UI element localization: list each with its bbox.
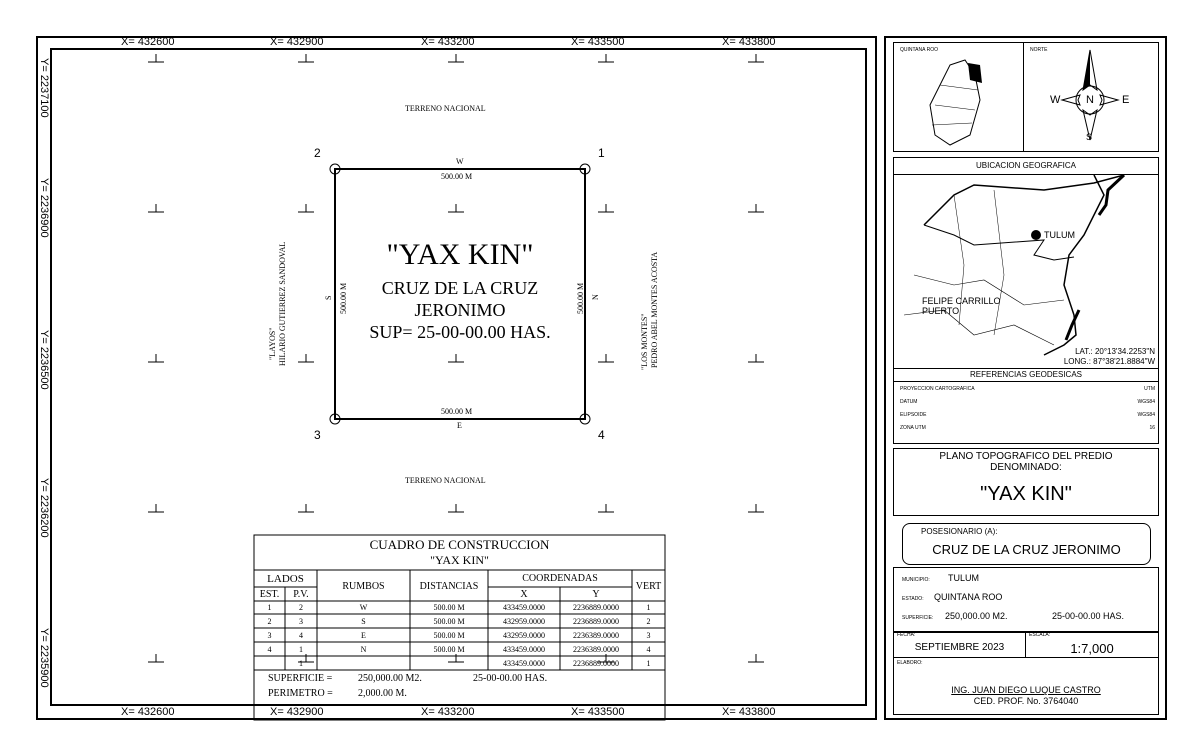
ref-label: ZONA UTM [900, 425, 926, 431]
vertex-label-3: 3 [314, 428, 321, 442]
table-cell-y: 2236389.0000 [573, 645, 619, 654]
ref-value: 16 [1149, 425, 1155, 431]
header-y: Y [592, 589, 600, 600]
compass-e: E [1122, 94, 1130, 106]
y-coord-2: Y= 2236900 [38, 178, 50, 238]
table-cell-y: 2236889.0000 [573, 659, 619, 668]
table-cell-vert: 3 [646, 631, 651, 640]
superficie-tb-has: 25-00-00.00 HAS. [1052, 611, 1125, 621]
ref-label: ELIPSOIDE [900, 412, 927, 418]
ref-value: WGS84 [1137, 412, 1155, 418]
table-cell-pv: 2 [299, 603, 303, 612]
x-coord-top-2: X= 432900 [270, 36, 324, 48]
left-side-distance: 500.00 M [339, 282, 348, 314]
table-cell-y: 2236889.0000 [573, 617, 619, 626]
table-cell-pv: 4 [299, 631, 303, 640]
perimetro-label: PERIMETRO = [268, 688, 333, 699]
table-cell-vert: 4 [646, 645, 651, 654]
map-label-fcp-2: PUERTO [922, 306, 960, 316]
superficie-tb-label: SUPERFICIE: [902, 615, 934, 621]
latitude: LAT.: 20°13'34.2253"N [1075, 347, 1155, 356]
elaboro-name: ING. JUAN DIEGO LUQUE CASTRO [951, 685, 1101, 695]
table-cell-vert: 1 [646, 659, 651, 668]
table-cell-est: 4 [267, 645, 272, 654]
x-coord-top-3: X= 433200 [421, 36, 475, 48]
superficie-tb-m2: 250,000.00 M2. [945, 611, 1008, 621]
table-cell-rumbo: S [361, 617, 366, 626]
y-coord-1: Y= 2237100 [38, 58, 50, 118]
vertex-label-1: 1 [598, 146, 605, 160]
fecha-label: FECHA: [897, 632, 916, 638]
ref-value: WGS84 [1137, 399, 1155, 405]
elaboro-label: ELABORO: [897, 660, 923, 666]
perimetro-value: 2,000.00 M. [358, 688, 407, 699]
map-label-fcp-1: FELIPE CARRILLO [922, 296, 1001, 306]
top-side-distance: 500.00 M [441, 172, 473, 181]
compass-w: W [1050, 94, 1061, 106]
x-coord-top-1: X= 432600 [121, 36, 175, 48]
x-coord-top-5: X= 433800 [722, 36, 776, 48]
table-title: CUADRO DE CONSTRUCCION [369, 537, 550, 552]
parcel-name: "YAX KIN" [386, 238, 534, 271]
table-cell-distancia: 500.00 M [433, 603, 465, 612]
table-cell-y: 2236889.0000 [573, 603, 619, 612]
table-cell-rumbo: N [360, 645, 367, 654]
cedula: CED. PROF. No. 3764040 [973, 696, 1079, 706]
header-vert: VERT [635, 581, 662, 592]
compass-n: N [1086, 94, 1094, 106]
x-coord-bottom-4: X= 433500 [571, 706, 625, 718]
table-cell-vert: 1 [646, 603, 651, 612]
table-cell-distancia: 500.00 M [433, 645, 465, 654]
parcel-surface: SUP= 25-00-00.00 HAS. [369, 322, 551, 342]
y-coord-4: Y= 2236200 [38, 478, 50, 538]
estado-value: QUINTANA ROO [934, 592, 1003, 602]
table-cell-x: 433459.0000 [503, 603, 545, 612]
owner-line-2: JERONIMO [414, 300, 506, 320]
table-cell-vert: 2 [646, 617, 651, 626]
top-side-direction: W [456, 157, 464, 166]
municipio-label: MUNICIPIO: [902, 577, 930, 583]
escala-value: 1:7,000 [1070, 641, 1114, 656]
table-cell-distancia: 500.00 M [433, 631, 465, 640]
right-side-distance: 500.00 M [576, 282, 585, 314]
west-neighbor-1: "LAYOS" [268, 327, 277, 360]
table-cell-x: 433459.0000 [503, 659, 545, 668]
region-map-image [894, 175, 1158, 368]
owner-line-1: CRUZ DE LA CRUZ [381, 278, 539, 298]
table-cell-rumbo: E [361, 631, 366, 640]
table-cell-pv: 1 [299, 645, 303, 654]
header-distancias: DISTANCIAS [419, 581, 479, 592]
ref-line-title [893, 381, 1159, 382]
header-est: EST. [259, 589, 280, 600]
estado-label: ESTADO: [902, 596, 924, 602]
east-neighbor-2: PEDRO ABEL MONTES ACOSTA [650, 251, 659, 368]
header-coordenadas: COORDENADAS [522, 573, 598, 584]
x-coord-top-4: X= 433500 [571, 36, 625, 48]
ref-label: DATUM [900, 399, 918, 405]
ref-line-top [893, 368, 1159, 369]
south-neighbor: TERRENO NACIONAL [405, 476, 486, 485]
escala-label: ESCALA: [1029, 632, 1051, 638]
x-coord-bottom-5: X= 433800 [722, 706, 776, 718]
table-cell-rumbo: W [359, 603, 368, 612]
compass-s: S [1086, 132, 1093, 142]
y-coord-3: Y= 2236500 [38, 330, 50, 390]
table-cell-est: 2 [267, 617, 272, 626]
ref-title: REFERENCIAS GEODESICAS [969, 370, 1083, 379]
x-coord-bottom-3: X= 433200 [421, 706, 475, 718]
map-label-tulum: TULUM [1044, 230, 1075, 240]
y-coord-5: Y= 2235900 [38, 628, 50, 688]
plano-line-2: DENOMINADO: [990, 462, 1062, 473]
ref-label: PROYECCION CARTOGRAFICA [900, 386, 975, 392]
plano-line-1: PLANO TOPOGRAFICO DEL PREDIO [939, 451, 1113, 462]
table-cell-y: 2236389.0000 [573, 631, 619, 640]
table-cell-distancia: 500.00 M [433, 617, 465, 626]
table-subtitle: "YAX KIN" [430, 553, 489, 567]
table-cell-pv: 3 [299, 617, 303, 626]
north-label: NORTE [1030, 47, 1048, 53]
state-label: QUINTANA ROO [900, 47, 938, 53]
fecha-value: SEPTIEMBRE 2023 [914, 642, 1005, 653]
header-x: X [520, 589, 528, 600]
header-pv: P.V. [293, 589, 309, 600]
ref-value: UTM [1144, 386, 1155, 392]
header-lados: LADOS [267, 573, 304, 585]
plano-name: "YAX KIN" [980, 483, 1072, 505]
bottom-side-distance: 500.00 M [441, 407, 473, 416]
left-side-direction: S [324, 295, 333, 300]
location-divider [1023, 42, 1024, 152]
x-coord-bottom-1: X= 432600 [121, 706, 175, 718]
table-cell-x: 432959.0000 [503, 631, 545, 640]
municipio-value: TULUM [948, 573, 979, 583]
bottom-side-direction: E [457, 421, 462, 430]
west-neighbor-2: HILARIO GUTIERREZ SANDOVAL [278, 241, 287, 366]
superficie-label: SUPERFICIE = [268, 673, 333, 684]
posesionario-name: CRUZ DE LA CRUZ JERONIMO [932, 542, 1121, 557]
posesionario-label: POSESIONARIO (A): [921, 527, 998, 536]
x-coord-bottom-2: X= 432900 [270, 706, 324, 718]
table-cell-x: 432959.0000 [503, 617, 545, 626]
right-side-direction: N [591, 294, 600, 300]
table-cell-est: 3 [267, 631, 272, 640]
info-panel [893, 567, 1159, 633]
table-cell-pv: 1 [299, 659, 303, 668]
superficie-has: 25-00-00.00 HAS. [473, 673, 548, 684]
header-rumbos: RUMBOS [342, 581, 385, 592]
state-map-image [920, 55, 1010, 150]
superficie-m2: 250,000.00 M2. [358, 673, 422, 684]
east-neighbor-1: "LOS MONTES" [640, 313, 649, 370]
geo-title: UBICACION GEOGRAFICA [975, 161, 1076, 170]
vertex-label-4: 4 [598, 428, 605, 442]
longitude: LONG.: 87°38'21.8884"W [1063, 357, 1155, 366]
vertex-label-2: 2 [314, 146, 321, 160]
table-cell-x: 433459.0000 [503, 645, 545, 654]
table-cell-est: 1 [267, 603, 272, 612]
north-neighbor: TERRENO NACIONAL [405, 104, 486, 113]
